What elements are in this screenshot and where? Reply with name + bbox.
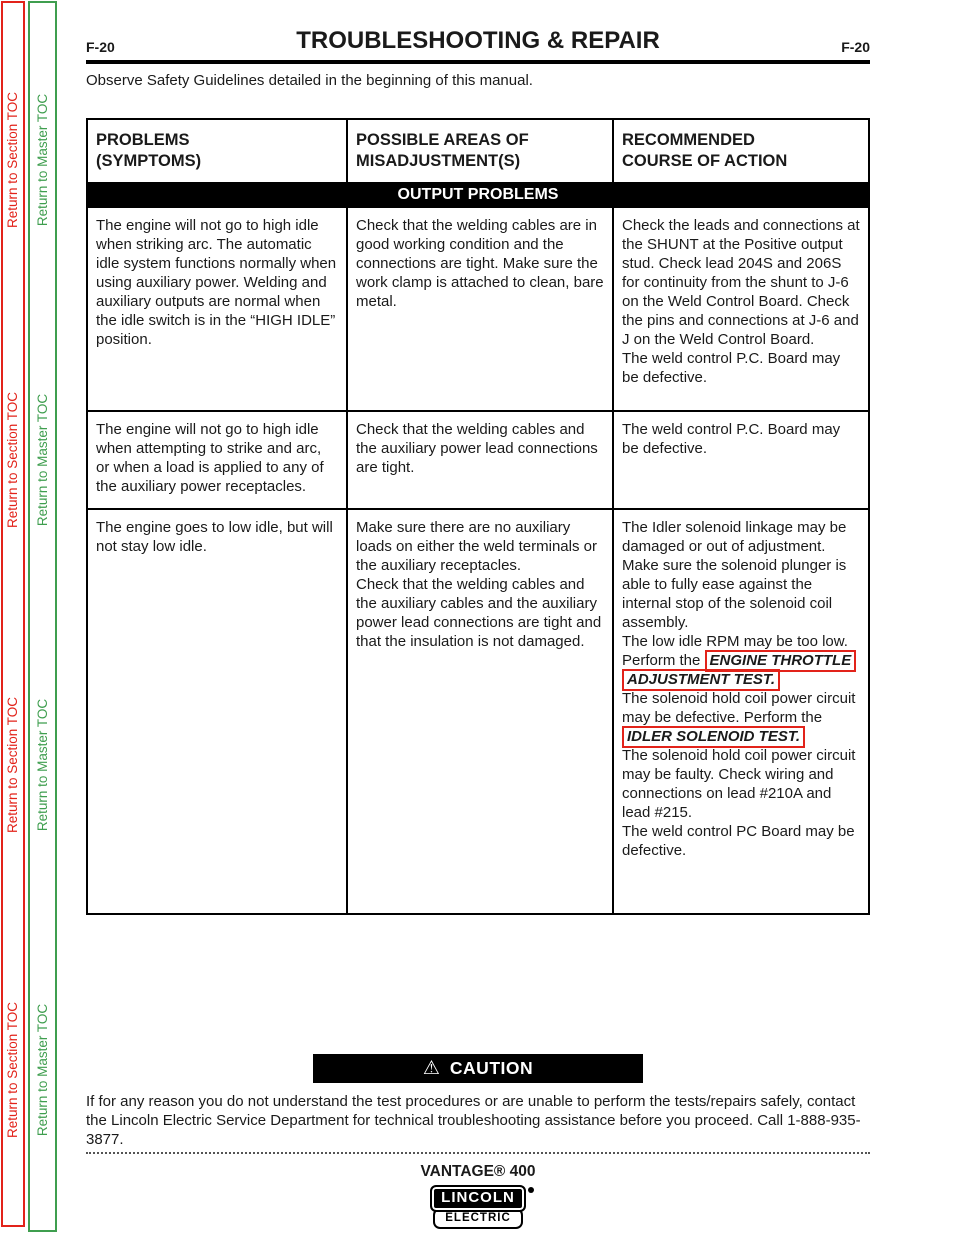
column-header-line: COURSE OF ACTION bbox=[622, 152, 788, 170]
caution-label: CAUTION bbox=[449, 1058, 534, 1078]
return-to-master-toc-link[interactable]: Return to Master TOC bbox=[35, 93, 50, 227]
section-banner: OUTPUT PROBLEMS bbox=[88, 182, 868, 208]
misadjustment-text: Check that the welding cables and the auxiliary power lead connections are tight. bbox=[356, 421, 598, 476]
page-content bbox=[86, 0, 870, 1229]
column-header-problems bbox=[88, 120, 346, 182]
misadjustment-cell bbox=[346, 208, 612, 410]
action-text: The Idler solenoid linkage may be damaged or out of adjustment. bbox=[622, 519, 847, 555]
column-header-action bbox=[612, 120, 868, 182]
misadjustment-text: Check that the welding cables and the auxiliary cables and the auxiliary power lead connections are tight and that the insulation is not damaged. bbox=[356, 576, 602, 650]
misadjustment-cell bbox=[346, 412, 612, 508]
return-to-section-toc-link[interactable]: Return to Section TOC bbox=[5, 1001, 20, 1139]
page-header bbox=[86, 27, 870, 55]
action-cell bbox=[612, 510, 868, 913]
dotted-divider bbox=[86, 1152, 870, 1154]
symptom-text: The engine will not go to high idle when striking arc. The automatic idle system functions normally when using auxiliary power. Welding and auxiliary outputs are normal when the idle switch is in the “HIGH IDLE” position. bbox=[96, 217, 337, 348]
page-title: TROUBLESHOOTING & REPAIR bbox=[296, 27, 660, 54]
return-to-master-toc-link[interactable]: Return to Master TOC bbox=[35, 393, 50, 527]
column-header-misadjustment bbox=[346, 120, 612, 182]
electric-logo-text: ELECTRIC bbox=[433, 1208, 523, 1229]
symptom-text: The engine goes to low idle, but will not stay low idle. bbox=[96, 519, 333, 555]
lincoln-electric-logo bbox=[86, 1185, 870, 1229]
action-text: The weld control P.C. Board may be defective. bbox=[622, 350, 841, 386]
page-number-right: F-20 bbox=[841, 39, 870, 55]
return-to-master-toc-link[interactable]: Return to Master TOC bbox=[35, 698, 50, 832]
column-header-line: MISADJUSTMENT(S) bbox=[356, 152, 521, 170]
symptom-cell bbox=[88, 208, 346, 410]
misadjustment-text: Make sure there are no auxiliary loads on either the weld terminals or the auxiliary receptacles. bbox=[356, 519, 597, 574]
safety-note: Observe Safety Guidelines detailed in the beginning of this manual. bbox=[86, 72, 533, 89]
lincoln-logo-top bbox=[430, 1185, 526, 1212]
page-number-left: F-20 bbox=[86, 39, 115, 55]
header-rule bbox=[86, 60, 870, 64]
action-text: The weld control P.C. Board may be defective. bbox=[622, 421, 841, 457]
caution-banner bbox=[313, 1054, 643, 1083]
table-row bbox=[88, 208, 868, 410]
symptom-cell bbox=[88, 412, 346, 508]
lincoln-logo-text: LINCOLN bbox=[430, 1185, 526, 1212]
return-to-section-toc-link[interactable]: Return to Section TOC bbox=[5, 91, 20, 229]
engine-throttle-adjustment-test-link[interactable]: ENGINE THROTTLE ADJUSTMENT TEST. bbox=[622, 650, 856, 691]
table-row bbox=[88, 410, 868, 508]
return-to-master-toc-link[interactable]: Return to Master TOC bbox=[35, 1003, 50, 1137]
symptom-text: The engine will not go to high idle when attempting to strike and arc, or when a load is applied to any of the auxiliary power receptacles. bbox=[96, 421, 324, 495]
column-header-line: RECOMMENDED bbox=[622, 131, 755, 149]
column-header-line: PROBLEMS bbox=[96, 131, 190, 149]
action-text bbox=[622, 689, 860, 746]
idler-solenoid-test-link[interactable]: IDLER SOLENOID TEST. bbox=[622, 726, 805, 748]
caution-advisory-text: If for any reason you do not understand the test procedures or are unable to perform the tests/repairs safely, contact the Lincoln Electric Service Department for technical troubleshooting assistance before you proceed. Call 1-888-935-3877. bbox=[86, 1093, 861, 1148]
action-cell bbox=[612, 208, 868, 410]
troubleshooting-table bbox=[86, 118, 870, 915]
registered-mark-dot bbox=[528, 1187, 534, 1193]
misadjustment-text: Check that the welding cables are in good working condition and the connections are tight. Make sure the work clamp is attached to clean, bare metal. bbox=[356, 217, 604, 310]
action-text: Make sure the solenoid plunger is able to fully ease against the internal stop of the solenoid coil assembly. bbox=[622, 557, 847, 631]
symptom-cell bbox=[88, 510, 346, 913]
action-text: The solenoid hold coil power circuit may be faulty. Check wiring and connections on lead #210A and lead #215. bbox=[622, 747, 856, 821]
action-cell bbox=[612, 412, 868, 508]
model-name: VANTAGE® 400 bbox=[420, 1163, 536, 1180]
page-footer bbox=[86, 1163, 870, 1229]
table-header-row bbox=[88, 120, 868, 182]
column-header-line: POSSIBLE AREAS OF bbox=[356, 131, 529, 149]
warning-triangle-icon: ⚠ bbox=[422, 1058, 440, 1079]
return-to-section-toc-link[interactable]: Return to Section TOC bbox=[5, 391, 20, 529]
misadjustment-cell bbox=[346, 510, 612, 913]
action-text: Check the leads and connections at the SHUNT at the Positive output stud. Check lead 204S and 206S for continuity from the shunt to J-6 on the Weld Control Board. Check the pins and connections at J-6 and J on the Weld Control Board. bbox=[622, 217, 860, 348]
table-row bbox=[88, 508, 868, 913]
column-header-line: (SYMPTOMS) bbox=[96, 152, 202, 170]
action-text: The low idle RPM may be too low. Perform the bbox=[622, 633, 848, 669]
action-text: The weld control PC Board may be defective. bbox=[622, 823, 855, 859]
action-text bbox=[622, 632, 860, 689]
action-text: The solenoid hold coil power circuit may be defective. Perform the bbox=[622, 690, 856, 726]
return-to-section-toc-link[interactable]: Return to Section TOC bbox=[5, 696, 20, 834]
